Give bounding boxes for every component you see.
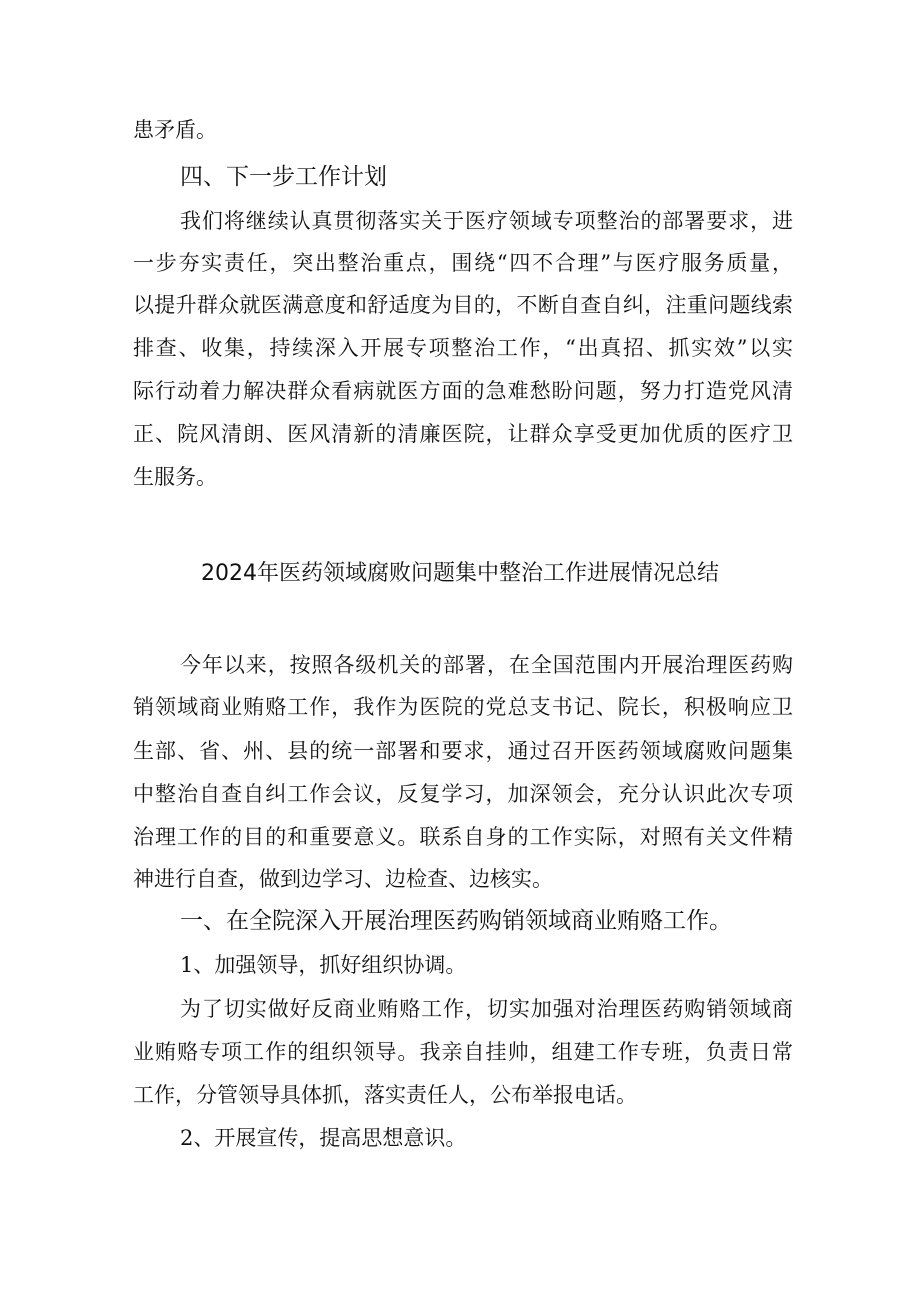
- item-one-line: 为了切实做好反商业贿赂工作，切实加强对治理医药购销领域商: [180, 997, 793, 1021]
- intro-line: 神进行自查，做到边学习、边检查、边核实。: [133, 867, 553, 891]
- paragraph-line: 正、院风清朗、医风清新的清廉医院，让群众享受更加优质的医疗卫: [133, 422, 793, 446]
- paragraph-line: 以提升群众就医满意度和舒适度为目的，不断自查自纠，注重问题线索: [133, 293, 793, 317]
- paragraph-line: 我们将继续认真贯彻落实关于医疗领域专项整治的部署要求，进: [180, 209, 793, 233]
- intro-line: 生部、省、州、县的统一部署和要求，通过召开医药领域腐败问题集: [133, 739, 793, 763]
- paragraph-line: 生服务。: [133, 465, 217, 489]
- item-one-line: 工作，分管领导具体抓，落实责任人，公布举报电话。: [133, 1083, 637, 1107]
- paragraph-line: 排查、收集，持续深入开展专项整治工作，“出真招、抓实效”以实: [133, 336, 793, 360]
- intro-line: 中整治自查自纠工作会议，反复学习，加深领会，充分认识此次专项: [133, 782, 793, 806]
- intro-line: 销领域商业贿赂工作，我作为医院的党总支书记、院长，积极响应卫: [133, 695, 793, 719]
- previous-paragraph-tail: 患矛盾。: [133, 118, 217, 142]
- paragraph-line: 际行动着力解决群众看病就医方面的急难愁盼问题，努力打造党风清: [133, 379, 793, 403]
- paragraph-line: 一步夯实责任，突出整治重点，围绕“四不合理”与医疗服务质量，: [133, 251, 793, 275]
- item-one-heading: 1、加强领导，抓好组织协调。: [180, 953, 467, 977]
- item-one-line: 业贿赂专项工作的组织领导。我亲自挂帅，组建工作专班，负责日常: [133, 1040, 793, 1064]
- document-title: 2024年医药领域腐败问题集中整治工作进展情况总结: [201, 561, 719, 586]
- section-heading-next-steps: 四、下一步工作计划: [180, 164, 387, 190]
- section-heading-one: 一、在全院深入开展治理医药购销领域商业贿赂工作。: [180, 908, 732, 934]
- intro-line: 治理工作的目的和重要意义。联系自身的工作实际，对照有关文件精: [133, 825, 793, 849]
- item-two-heading: 2、开展宣传，提高思想意识。: [180, 1126, 467, 1150]
- intro-line: 今年以来，按照各级机关的部署，在全国范围内开展治理医药购: [180, 653, 793, 677]
